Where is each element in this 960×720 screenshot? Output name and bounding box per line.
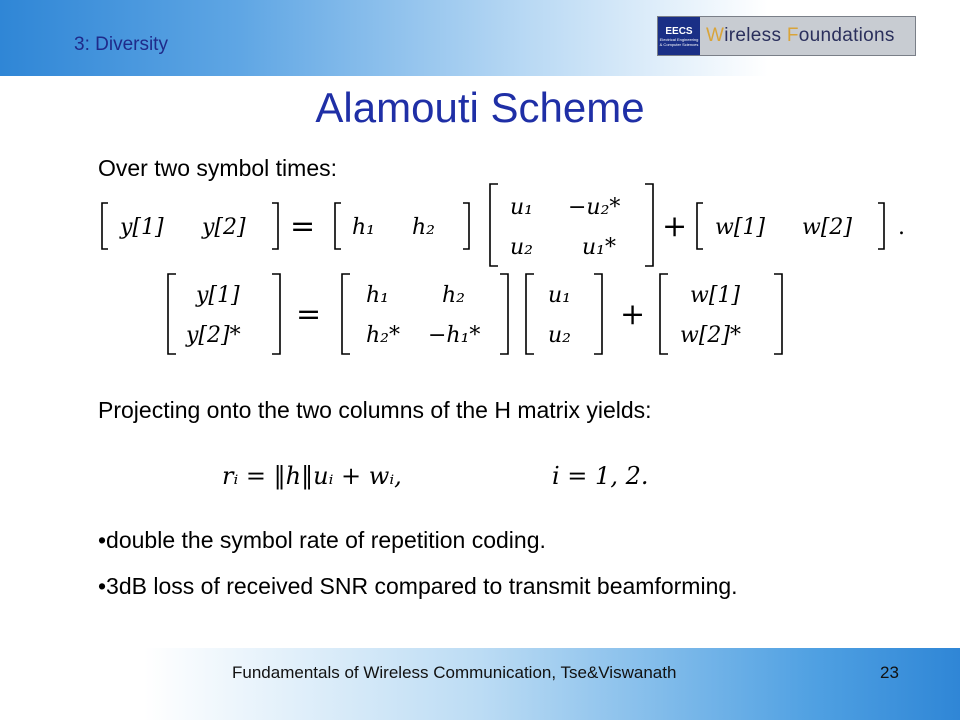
equation-1: [90, 176, 930, 270]
eq2-h21: h₂*: [366, 323, 400, 348]
bullet-2: •3dB loss of received SNR compared to transmit beamforming.: [98, 573, 738, 599]
eq3-rhs: i = 1, 2.: [552, 462, 649, 490]
bullet-1: •double the symbol rate of repetition coding.: [98, 527, 546, 553]
slide-title: Alamouti Scheme: [315, 84, 645, 131]
eq1-m21: u₂: [510, 235, 533, 260]
logo-text: Wireless Foundations: [706, 25, 895, 46]
eq2-equals: =: [296, 297, 322, 332]
footer-text: Fundamentals of Wireless Communication, Tse&Viswanath: [232, 663, 677, 682]
eq1-w1: w[1]: [715, 215, 765, 240]
eq1-equals: =: [290, 209, 316, 244]
equation-2: [160, 268, 800, 360]
eq2-h12: h₂: [442, 283, 465, 308]
eq3-lhs: rᵢ = ‖h‖uᵢ + wᵢ,: [222, 462, 402, 490]
eq1-lhs-y2: y[2]: [202, 215, 246, 240]
footer-band: [0, 648, 960, 720]
eq1-lhs-y1: y[1]: [120, 215, 164, 240]
eq1-m22: u₁*: [582, 235, 616, 260]
eq1-h1: h₁: [352, 215, 375, 240]
eq2-u1: u₁: [548, 283, 571, 308]
eq2-y1: y[1]: [196, 283, 240, 308]
projecting-text: Projecting onto the two columns of the H matrix yields:: [98, 397, 652, 423]
eq2-u2: u₂: [548, 323, 571, 348]
eq1-h2: h₂: [412, 215, 435, 240]
section-label: 3: Diversity: [74, 34, 168, 55]
eq2-h11: h₁: [366, 283, 389, 308]
eq1-w2: w[2]: [802, 215, 852, 240]
eq1-m11: u₁: [510, 195, 533, 220]
eq1-period: .: [898, 215, 905, 240]
page-number: 23: [880, 663, 899, 682]
eq2-w2: w[2]*: [680, 323, 741, 348]
eq2-h22: −h₁*: [428, 323, 481, 348]
eq2-w1: w[1]: [690, 283, 740, 308]
eq2-plus: +: [620, 297, 646, 332]
eq2-y2: y[2]*: [186, 323, 241, 348]
wireless-foundations-logo: [657, 16, 916, 56]
intro-text: Over two symbol times:: [98, 155, 337, 181]
eq1-plus: +: [662, 209, 688, 244]
eq1-m12: −u₂*: [568, 195, 621, 220]
eecs-logo: EECS Electrical Engineering & Computer Sciences: [658, 17, 700, 55]
